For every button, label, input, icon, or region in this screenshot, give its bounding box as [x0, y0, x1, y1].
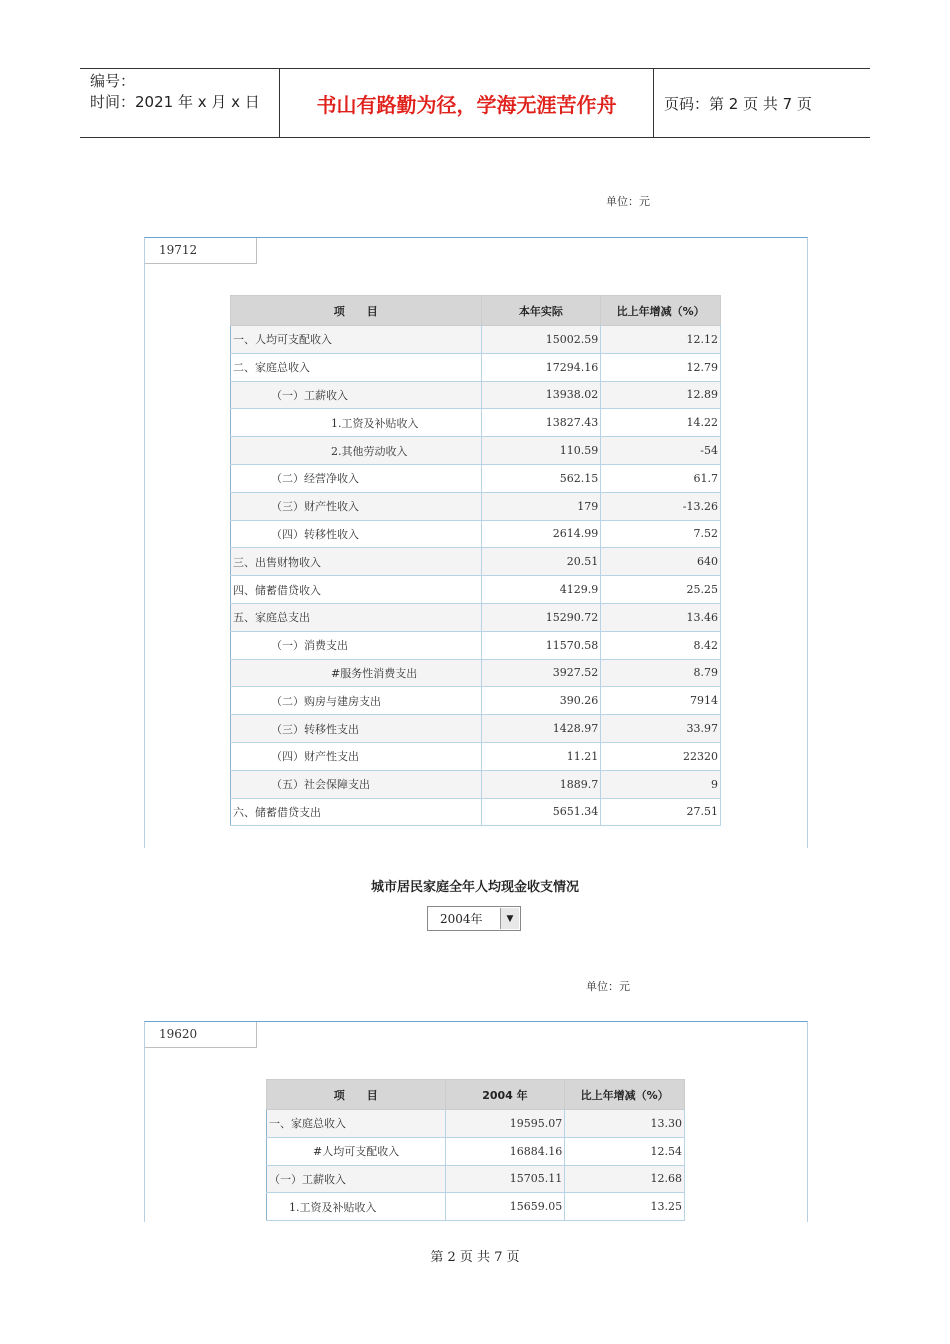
table-header-row: [267, 1080, 685, 1110]
row-value: 11.21: [481, 742, 601, 770]
row-change: 13.30: [565, 1110, 685, 1138]
row-value: 3927.52: [481, 659, 601, 687]
page-indicator: 页码：第 2 页 共 7 页: [664, 94, 812, 113]
row-label: 四、储蓄借贷收入: [231, 576, 482, 604]
row-value: 20.51: [481, 548, 601, 576]
row-label: 2.其他劳动收入: [231, 437, 482, 465]
row-label: #人均可支配收入: [267, 1137, 446, 1165]
row-change: 7914: [601, 687, 721, 715]
row-label: （一）工薪收入: [231, 381, 482, 409]
row-change: 27.51: [601, 798, 721, 826]
row-label: 1.工资及补贴收入: [267, 1193, 446, 1221]
row-change: 7.52: [601, 520, 721, 548]
row-change: -13.26: [601, 492, 721, 520]
table-row: [231, 381, 721, 409]
row-value: 4129.9: [481, 576, 601, 604]
table-row: [231, 798, 721, 826]
row-label: 二、家庭总收入: [231, 353, 482, 381]
row-change: 8.42: [601, 631, 721, 659]
row-value: 5651.34: [481, 798, 601, 826]
row-value: 19595.07: [445, 1110, 565, 1138]
table-row: [267, 1193, 685, 1221]
row-change: 13.25: [565, 1193, 685, 1221]
table-row: [231, 492, 721, 520]
row-change: 13.46: [601, 603, 721, 631]
row-value: 1889.7: [481, 770, 601, 798]
code-label: 编号：: [90, 72, 136, 90]
header-meta: [80, 69, 280, 137]
row-label: 六、储蓄借贷支出: [231, 798, 482, 826]
table-row: [267, 1137, 685, 1165]
row-label: 五、家庭总支出: [231, 603, 482, 631]
row-label: （四）转移性收入: [231, 520, 482, 548]
table-row: [231, 326, 721, 354]
row-label: （二）购房与建房支出: [231, 687, 482, 715]
table-row: [231, 576, 721, 604]
row-label: （一）工薪收入: [267, 1165, 446, 1193]
row-change: 25.25: [601, 576, 721, 604]
row-label: （三）财产性收入: [231, 492, 482, 520]
chevron-down-icon[interactable]: ▼: [500, 908, 519, 929]
row-value: 16884.16: [445, 1137, 565, 1165]
table-row: [231, 687, 721, 715]
row-value: 110.59: [481, 437, 601, 465]
row-change: 640: [601, 548, 721, 576]
data-panel-1: [144, 237, 808, 848]
row-change: 12.54: [565, 1137, 685, 1165]
row-value: 1428.97: [481, 715, 601, 743]
row-value: 15290.72: [481, 603, 601, 631]
row-change: 12.79: [601, 353, 721, 381]
table-row: [231, 520, 721, 548]
page-footer: 第 2 页 共 7 页: [430, 1250, 520, 1265]
row-value: 17294.16: [481, 353, 601, 381]
row-label: 一、人均可支配收入: [231, 326, 482, 354]
row-value: 390.26: [481, 687, 601, 715]
table-row: [267, 1110, 685, 1138]
table-row: [231, 409, 721, 437]
row-change: 12.12: [601, 326, 721, 354]
table-row: [231, 770, 721, 798]
row-label: （一）消费支出: [231, 631, 482, 659]
row-value: 2614.99: [481, 520, 601, 548]
row-change: 12.68: [565, 1165, 685, 1193]
row-change: 9: [601, 770, 721, 798]
panel-tag-1: 19712: [145, 238, 257, 264]
time-label: 时间：2021 年 x 月 x 日: [90, 93, 260, 111]
data-panel-2: [144, 1021, 808, 1222]
table-row: [231, 631, 721, 659]
row-change: 12.89: [601, 381, 721, 409]
table-row: [231, 437, 721, 465]
row-label: 1.工资及补贴收入: [231, 409, 482, 437]
year-select[interactable]: [427, 906, 521, 931]
income-table-2: [266, 1079, 685, 1221]
panel-tag-2: 19620: [145, 1022, 257, 1048]
row-change: 33.97: [601, 715, 721, 743]
table-row: [231, 603, 721, 631]
column-header-actual: 本年实际: [481, 296, 601, 326]
section-title-2: 城市居民家庭全年人均现金收支情况: [370, 880, 579, 895]
row-change: 8.79: [601, 659, 721, 687]
unit-label-2: 单位：元: [586, 980, 630, 993]
row-label: 三、出售财物收入: [231, 548, 482, 576]
row-label: （三）转移性支出: [231, 715, 482, 743]
unit-label-1: 单位：元: [606, 195, 650, 208]
row-label: （四）财产性支出: [231, 742, 482, 770]
row-change: 14.22: [601, 409, 721, 437]
row-value: 562.15: [481, 464, 601, 492]
row-value: 15002.59: [481, 326, 601, 354]
row-label: 一、家庭总收入: [267, 1110, 446, 1138]
column-header-year: 2004 年: [445, 1080, 565, 1110]
row-change: 22320: [601, 742, 721, 770]
row-value: 15659.05: [445, 1193, 565, 1221]
row-label: （二）经营净收入: [231, 464, 482, 492]
row-label: #服务性消费支出: [231, 659, 482, 687]
table-row: [231, 548, 721, 576]
table-header-row: [231, 296, 721, 326]
row-change: 61.7: [601, 464, 721, 492]
income-table-1: [230, 295, 721, 826]
table-row: [267, 1165, 685, 1193]
year-select-value: 2004年: [440, 912, 483, 926]
document-header: [80, 68, 870, 138]
header-motto: 书山有路勤为径，学海无涯苦作舟: [280, 69, 654, 137]
row-value: 11570.58: [481, 631, 601, 659]
row-value: 179: [481, 492, 601, 520]
table-row: [231, 353, 721, 381]
row-label: （五）社会保障支出: [231, 770, 482, 798]
table-row: [231, 715, 721, 743]
column-header-change: 比上年增减（%）: [601, 296, 721, 326]
row-change: -54: [601, 437, 721, 465]
column-header-change: 比上年增减（%）: [565, 1080, 685, 1110]
row-value: 13938.02: [481, 381, 601, 409]
column-header-item: 项 目: [267, 1080, 446, 1110]
row-value: 13827.43: [481, 409, 601, 437]
table-row: [231, 464, 721, 492]
column-header-item: 项 目: [231, 296, 482, 326]
table-row: [231, 659, 721, 687]
row-value: 15705.11: [445, 1165, 565, 1193]
table-row: [231, 742, 721, 770]
